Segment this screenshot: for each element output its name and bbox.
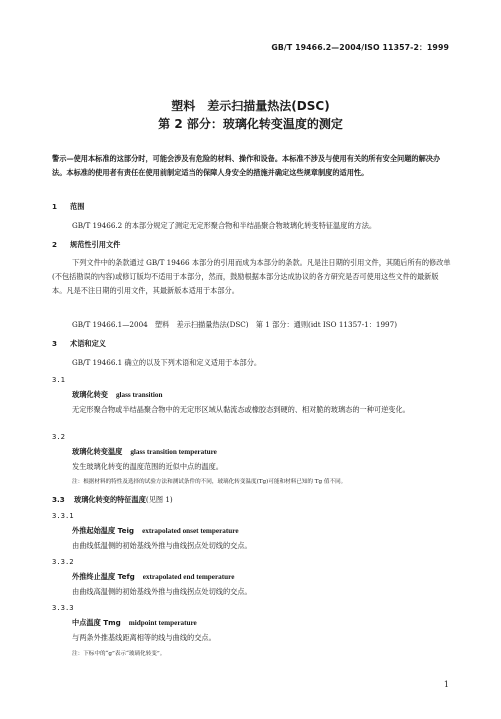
clause-3-3-3-term [72,618,197,628]
title-line-2: 第 2 部分：玻璃化转变温度的测定 [158,117,343,131]
clause-3-2-term [72,447,217,457]
section-2-reference: GB/T 19466.1—2004 塑料 差示扫描量热法(DSC) 第 1 部分：通则(idt ISO 11357-1：1997) [72,320,398,329]
section-3-text: GB/T 19466.1 确立的以及下列术语和定义适用于本部分。 [72,358,262,367]
section-3-title: 术语和定义 [70,339,106,348]
section-2-heading [52,240,120,250]
clause-3-2-note: 注：根据材料的特性及选择的试验方法和测试条件的不同，玻璃化转变温度(Tg)可能和材料已知的 Tg 值不同。 [72,479,347,485]
clause-3-1-term-zh: 玻璃化转变 [72,390,108,399]
section-1-title: 范围 [70,202,85,211]
clause-3-3-2-term-zh: 外推终止温度 Tefg [72,572,135,581]
section-2-title: 规范性引用文件 [70,240,121,249]
clause-3-3-title: 玻璃化转变的特征温度 [74,495,146,504]
clause-3-1-definition: 无定形聚合物或半结晶聚合物中的无定形区域从黏流态或橡胶态到硬的、相对脆的玻璃态的一种可逆变化。 [72,405,410,414]
section-2-number: 2 [52,240,58,249]
clause-3-2-definition: 发生玻璃化转变的温度范围的近似中点的温度。 [72,462,223,471]
section-1-number: 1 [52,202,58,211]
section-1-heading [52,202,84,212]
clause-3-1-number: 3.1 [52,375,65,384]
clause-3-1-term [72,390,162,400]
standard-header: GB/T 19466.2—2004/ISO 11357-2：1999 [271,43,449,52]
clause-3-3-1-definition: 由曲线低温侧的初始基线外推与曲线拐点处切线的交点。 [72,541,252,550]
clause-3-2-term-en: glass transition temperature [130,448,217,456]
clause-3-3-1-term [72,526,239,536]
clause-3-3-3-number: 3.3.3 [52,603,74,612]
clause-3-3-heading [52,495,173,505]
page-number: 1 [443,680,449,689]
clause-3-3-3-term-zh: 中点温度 Tmg [72,618,121,627]
clause-3-3-1-term-en: extrapolated onset temperature [142,527,239,535]
clause-3-3-2-definition: 由曲线高温侧的初始基线外推与曲线拐点处切线的交点。 [72,587,252,596]
clause-3-3-1-number: 3.3.1 [52,511,74,520]
clause-3-3-number: 3.3 [52,495,65,504]
clause-3-3-3-definition: 与两条外推基线距离相等的线与曲线的交点。 [72,633,216,642]
clause-3-1-term-en: glass transition [115,391,163,399]
clause-3-3-figure-ref: (见图 1) [145,495,173,504]
clause-3-3-3-note: 注：下标中的“g”表示“玻璃化转变”。 [72,651,166,657]
warning-paragraph: 警示—使用本标准的这部分时，可能会涉及有危险的材料、操作和设备。本标准不涉及与使用有关的所有安全问题的解决办法。本标准的使用者有责任在使用前制定适当的保障人身安全的措施并确定这些规章制度的适用性。 [52,154,441,177]
clause-3-3-1-term-zh: 外推起始温度 Teig [72,526,135,535]
section-3-number: 3 [52,339,58,348]
clause-3-3-2-term-en: extrapolated end temperature [142,573,235,581]
section-3-heading [52,339,106,349]
clause-3-3-3-term-en: midpoint temperature [128,619,197,627]
clause-3-2-term-zh: 玻璃化转变温度 [72,447,123,456]
clause-3-3-2-number: 3.3.2 [52,557,74,566]
section-1-text: GB/T 19466.2 的本部分规定了测定无定形聚合物和半结晶聚合物玻璃化转变特征温度的方法。 [72,221,377,230]
title-line-1: 塑料 差示扫描量热法(DSC) [171,99,330,113]
clause-3-3-2-term [72,572,234,582]
section-2-text: 下列文件中的条款通过 GB/T 19466 本部分的引用而成为本部分的条款。凡是注日期的引用文件，其随后所有的修改单(不包括勘误的内容)或修订版均不适用于本部分，然而，鼓励根据本部分达成协议的各方研究是否可使用这些文件的最新版本。凡是不注日期的引用文件，其最新版本适用于本部分。 [52,258,451,295]
clause-3-2-number: 3.2 [52,432,65,441]
